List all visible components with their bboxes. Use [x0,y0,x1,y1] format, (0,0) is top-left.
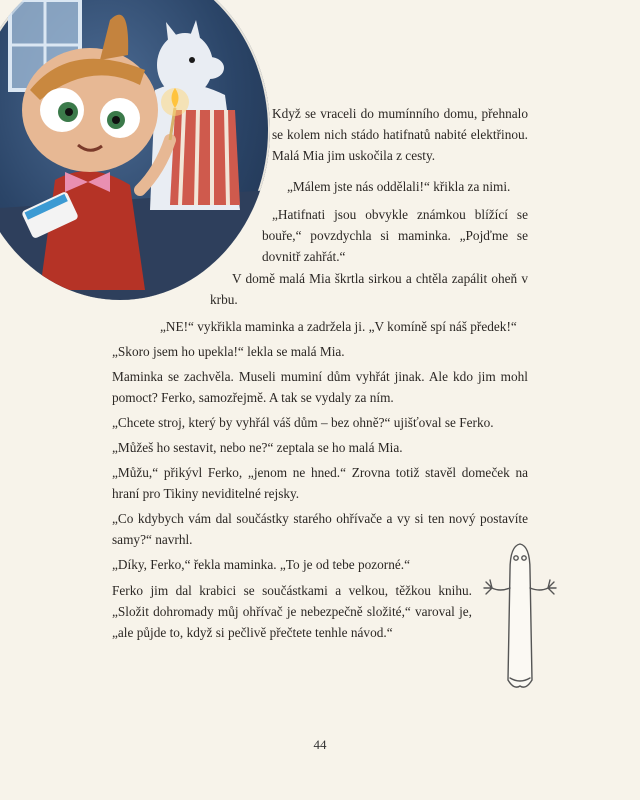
paragraph-10: „Můžu,“ přikývl Ferko, „jenom ne hned.“ Zrovna totiž stavěl domeček na hraní pro Tikiny neviditelné rejsky. [112,465,528,501]
little-my-illustration [0,0,270,300]
page-number: 44 [313,737,327,752]
paragraph-7: Maminka se zachvěla. Museli muminí dům vyhřát jinak. Ale kdo jim mohl pomoct? Ferko, samozřejmě. A tak se vydaly za ním. [112,369,528,405]
paragraph-6: „Skoro jsem ho upekla!“ lekla se malá Mia. [112,344,345,359]
paragraph-9: „Můžeš ho sestavit, nebo ne?“ zeptala se ho malá Mia. [112,440,403,455]
paragraph-11: „Co kdybych vám dal součástky starého ohřívače a vy si ten nový postavíte samy?“ navrhl. [112,511,528,547]
paragraph-3: „Hatifnati jsou obvykle známkou blížící se bouře,“ povzdychla si maminka. „Pojďme se dovnitř zahřát.“ [262,207,528,264]
paragraph-1: Když se vraceli do mumínního domu, přehnalo se kolem nich stádo hatifnatů nabité elektřinou. Malá Mia jim uskočila z cesty. [272,106,528,163]
paragraph-2: „Málem jste nás oddělali!“ křikla za nimi. [287,179,511,194]
paragraph-8: „Chcete stroj, který by vyhřál váš dům – bez ohně?“ ujišťoval se Ferko. [112,415,494,430]
hattifattener-icon [480,540,560,700]
paragraph-13: Ferko jim dal krabici se součástkami a velkou, těžkou knihu. „Složit dohromady můj ohřívač je nebezpečně složité,“ varoval je, „ale půjde to, když si pečlivě přečtete tenhle návod.“ [112,583,472,640]
paragraph-4: V domě malá Mia škrtla sirkou a chtěla zapálit oheň v krbu. [210,271,528,307]
paragraph-5: „NE!“ vykřikla maminka a zadržela ji. „V komíně spí náš předek!“ [160,319,517,334]
paragraph-12: „Díky, Ferko,“ řekla maminka. „To je od tebe pozorné.“ [112,557,411,572]
illustration-scene-icon [0,0,270,300]
